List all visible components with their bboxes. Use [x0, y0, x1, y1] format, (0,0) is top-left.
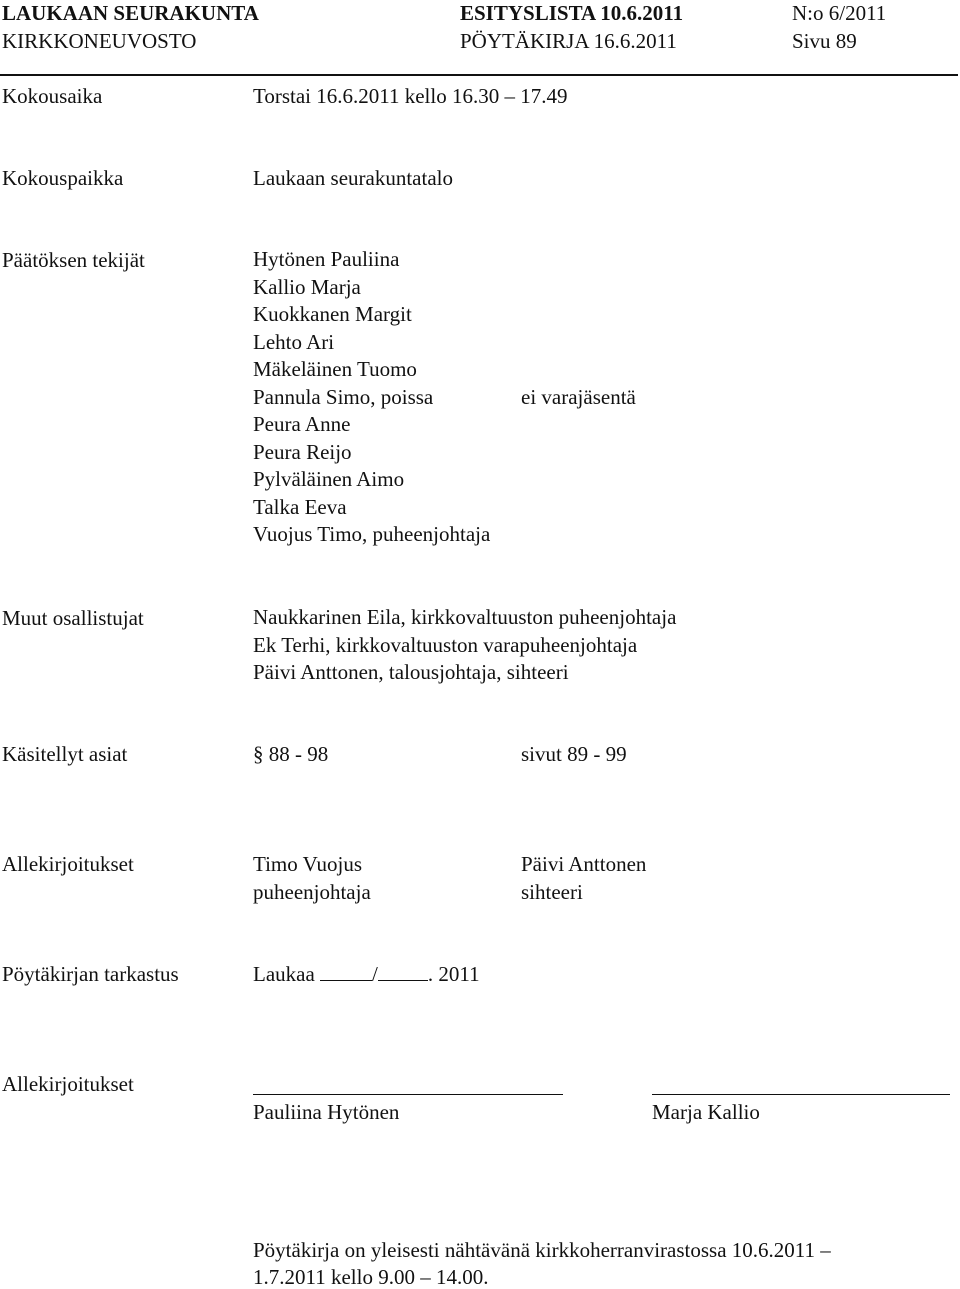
public-notice-line2: 1.7.2011 kello 9.00 – 14.00. — [253, 1265, 489, 1289]
chair-role: puheenjohtaja — [253, 880, 371, 904]
signature-line-2 — [652, 1094, 950, 1095]
member-name: Pylväläinen Aimo — [253, 467, 405, 491]
review-place: Laukaa — [253, 962, 315, 986]
review-year: . 2011 — [427, 962, 480, 986]
items-pages: sivut 89 - 99 — [521, 742, 627, 766]
items-sections: § 88 - 98 — [253, 742, 329, 766]
other-participants-list — [253, 604, 676, 687]
reviewer-1-name: Pauliina Hytönen — [253, 1100, 400, 1124]
organization-name: LAUKAAN SEURAKUNTA — [2, 1, 259, 25]
member-name: Peura Reijo — [253, 439, 352, 464]
member-name: Mäkeläinen Tuomo — [253, 357, 417, 381]
review-month-blank — [378, 962, 428, 981]
reviewer-signatures-label: Allekirjoitukset — [2, 1072, 134, 1096]
review-day-blank — [320, 962, 372, 981]
member-name: Peura Anne — [253, 412, 351, 436]
member-name: Hytönen Pauliina — [253, 247, 400, 271]
minutes-date: PÖYTÄKIRJA 16.6.2011 — [460, 29, 677, 53]
other-participants-label: Muut osallistujat — [2, 606, 144, 630]
review-place-date — [253, 962, 480, 986]
member-name: Pannula Simo, poissa — [253, 384, 434, 409]
items-handled-label: Käsitellyt asiat — [2, 742, 128, 766]
member-name: Vuojus Timo, puheenjohtaja — [253, 522, 491, 546]
signatures-label: Allekirjoitukset — [2, 852, 134, 876]
organization-body: KIRKKONEUVOSTO — [2, 29, 197, 53]
page-number: Sivu 89 — [792, 29, 857, 53]
substitute-note: ei varajäsentä — [521, 385, 636, 409]
reviewer-2-name: Marja Kallio — [652, 1100, 760, 1124]
review-slash: / — [372, 962, 378, 986]
signature-line-1 — [253, 1094, 563, 1095]
secretary-role: sihteeri — [521, 880, 583, 904]
participant: Naukkarinen Eila, kirkkovaltuuston puheenjohtaja — [253, 605, 677, 629]
public-notice-line1: Pöytäkirja on yleisesti nähtävänä kirkkoherranvirastossa 10.6.2011 – — [253, 1238, 831, 1262]
decision-makers-list — [253, 246, 490, 549]
meeting-place-value: Laukaan seurakuntatalo — [253, 166, 453, 190]
meeting-time-value: Torstai 16.6.2011 kello 16.30 – 17.49 — [253, 84, 568, 108]
member-name: Kallio Marja — [253, 274, 361, 299]
member-name: Talka Eeva — [253, 494, 347, 519]
header-divider — [0, 74, 958, 76]
review-label: Pöytäkirjan tarkastus — [2, 962, 179, 986]
participant: Päivi Anttonen, talousjohtaja, sihteeri — [253, 660, 569, 684]
agenda-date: ESITYSLISTA 10.6.2011 — [460, 1, 684, 25]
member-name: Lehto Ari — [253, 329, 335, 354]
secretary-name: Päivi Anttonen — [521, 852, 647, 876]
decision-makers-label: Päätöksen tekijät — [2, 248, 145, 272]
participant: Ek Terhi, kirkkovaltuuston varapuheenjohtaja — [253, 632, 638, 657]
meeting-time-label: Kokousaika — [2, 84, 103, 108]
document-number: N:o 6/2011 — [792, 1, 887, 25]
meeting-place-label: Kokouspaikka — [2, 166, 124, 190]
member-name: Kuokkanen Margit — [253, 302, 412, 326]
chair-name: Timo Vuojus — [253, 852, 363, 876]
